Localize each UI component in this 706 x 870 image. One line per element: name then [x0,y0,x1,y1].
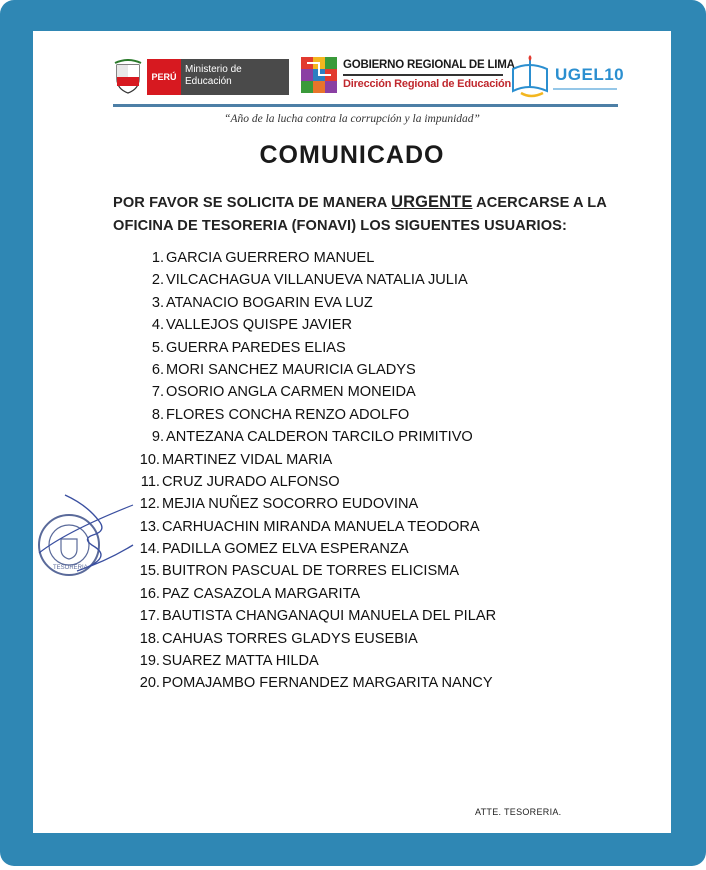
list-item-number: 5. [151,339,164,356]
list-item-name: PAZ CASAZOLA MARGARITA [162,585,361,602]
list-item-number: 20. [139,675,160,692]
list-item-number: 13. [139,518,160,535]
list-item-name: ATANACIO BOGARIN EVA LUZ [166,294,373,311]
list-item [133,337,496,359]
list-item-name: GARCIA GUERRERO MANUEL [166,250,375,266]
intro-urgent: URGENTE [391,193,473,211]
list-item-number: 7. [151,384,164,401]
list-item-number: 2. [151,272,164,289]
list-item-number: 4. [151,317,164,334]
list-item-number: 16. [139,585,160,602]
list-item-name: CARHUACHIN MIRANDA MANUELA TEODORA [162,518,480,535]
list-item-number: 19. [139,653,160,670]
list-item [133,292,496,314]
ministerio-label: Ministerio de Educación [185,64,242,87]
ugel-label: UGEL10 [555,65,625,84]
list-item-number: 12. [139,496,160,513]
list-item [133,605,496,627]
list-item [133,359,496,381]
gobierno-subtitle: Dirección Regional de Educación [343,78,512,90]
tesoreria-stamp-icon [37,491,147,591]
list-item [133,493,496,515]
header-logos [113,51,623,107]
page-title: COMUNICADO [259,141,445,169]
list-item-name: CAHUAS TORRES GLADYS EUSEBIA [162,630,418,647]
list-item [133,560,496,582]
list-item-number: 11. [140,473,160,490]
list-item-number: 15. [139,563,160,580]
list-item [133,449,496,471]
list-item [133,269,496,291]
list-item [133,381,496,403]
list-item-number: 8. [151,406,164,423]
list-item-number: 17. [139,608,160,625]
list-item [133,672,496,694]
list-item [133,471,496,493]
list-item [133,314,496,336]
list-item-name: FLORES CONCHA RENZO ADOLFO [166,406,410,423]
list-item-number: 14. [139,541,160,558]
intro-paragraph [113,191,633,238]
gobierno-title: GOBIERNO REGIONAL DE LIMA [343,59,515,71]
gobierno-divider [343,74,503,76]
list-item-number: 6. [151,361,164,378]
list-item-name: BUITRON PASCUAL DE TORRES ELICISMA [162,563,460,580]
user-list [133,247,496,695]
list-item [133,426,496,448]
peru-label: PERÚ [147,59,181,95]
header-rule [113,104,618,107]
list-item [133,247,496,269]
ministerio-logo [147,59,289,95]
list-item-name: VILCACHAGUA VILLANUEVA NATALIA JULIA [166,272,468,289]
list-item-name: SUAREZ MATTA HILDA [162,653,319,670]
list-item-name: CRUZ JURADO ALFONSO [162,473,340,490]
list-item-number: 1. [151,250,164,266]
list-item-name: MEJIA NUÑEZ SOCORRO EUDOVINA [162,496,419,513]
signature-line: ATTE. TESORERIA. [475,807,562,817]
gobierno-regional-icon [301,57,337,95]
peru-coat-of-arms-icon [113,59,143,95]
intro-text-part2: ACERCARSE A LA OFICINA DE TESORERIA (FONAVI) LOS SIGUENTES USUARIOS: [113,195,607,234]
list-item-name: VALLEJOS QUISPE JAVIER [166,317,352,334]
list-item [133,583,496,605]
list-item-name: PADILLA GOMEZ ELVA ESPERANZA [162,541,409,558]
list-item-name: BAUTISTA CHANGANAQUI MANUELA DEL PILAR [162,608,497,625]
list-item-number: 10. [139,451,160,468]
list-item-name: GUERRA PAREDES ELIAS [166,339,346,356]
list-item-name: MORI SANCHEZ MAURICIA GLADYS [166,361,416,378]
list-item-number: 18. [139,630,160,647]
list-item [133,628,496,650]
list-item-name: POMAJAMBO FERNANDEZ MARGARITA NANCY [162,675,493,692]
motto: “Año de la lucha contra la corrupción y la impunidad” [224,113,480,125]
list-item [133,516,496,538]
list-item-number: 3. [151,294,164,311]
list-item-name: MARTINEZ VIDAL MARIA [162,451,333,468]
intro-text-part1: POR FAVOR SE SOLICITA DE MANERA [113,195,392,211]
list-item-name: OSORIO ANGLA CARMEN MONEIDA [166,384,416,401]
stamp-label: TESORERIA [53,565,88,571]
list-item [133,538,496,560]
list-item-number: 9. [151,429,164,446]
list-item [133,650,496,672]
list-item [133,404,496,426]
list-item-name: ANTEZANA CALDERON TARCILO PRIMITIVO [166,429,473,446]
document-sheet [33,31,671,833]
